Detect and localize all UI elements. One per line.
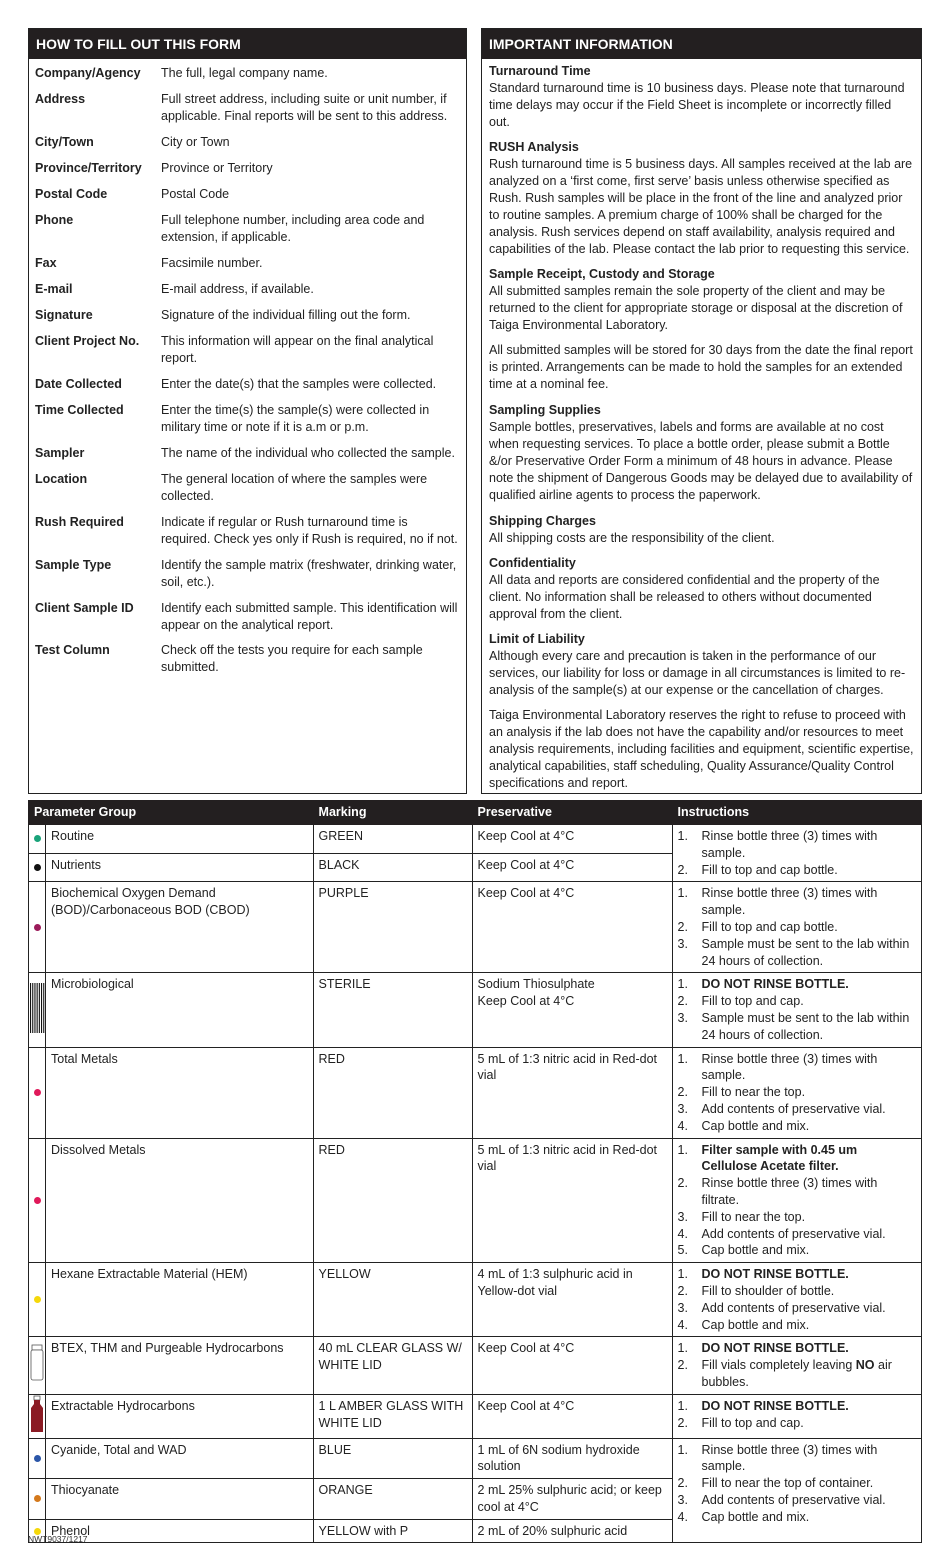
table-row — [29, 825, 922, 854]
instruction-step — [678, 1317, 916, 1334]
step-number: 4. — [677, 1317, 688, 1332]
info-section — [489, 266, 915, 334]
step-number: 5. — [677, 1243, 688, 1258]
step-number: 2. — [677, 1476, 688, 1491]
preservative-cell: 2 mL of 20% sulphuric acid — [472, 1519, 672, 1543]
table-header-row — [29, 801, 922, 825]
step-text-bold: Filter sample with 0.45 um Cellulose Acetate filter. — [701, 1142, 858, 1174]
preservative-cell: Keep Cool at 4°C — [472, 1394, 672, 1438]
step-text: Sample must be sent to the lab within 24 hours of collection. — [701, 936, 910, 968]
marker-cell — [29, 973, 46, 1047]
parameter-group-cell: Extractable Hydrocarbons — [46, 1394, 314, 1438]
instructions-cell — [672, 1138, 921, 1263]
instructions-cell — [672, 1394, 921, 1438]
instructions-cell — [672, 1438, 921, 1543]
field-description: City or Town — [161, 135, 230, 149]
step-text: Fill to top and cap. — [701, 994, 804, 1009]
important-info-panel — [481, 28, 922, 794]
field-description: Identify each submitted sample. This identification will appear on the analytical report. — [161, 601, 458, 632]
marker-cell — [29, 1438, 46, 1479]
color-dot-marker — [34, 1296, 41, 1303]
parameter-group-cell: Dissolved Metals — [46, 1138, 314, 1263]
step-text-bold: NO — [855, 1358, 875, 1373]
header-marking: Marking — [313, 801, 472, 825]
preservative-cell: Keep Cool at 4°C — [472, 853, 672, 882]
preservative-cell: Keep Cool at 4°C — [472, 882, 672, 973]
marking-cell: YELLOW with P — [313, 1519, 472, 1543]
header-parameter-group: Parameter Group — [29, 801, 314, 825]
field-description: Full telephone number, including area code and extension, if applicable. — [161, 213, 425, 244]
info-section — [489, 555, 915, 623]
field-label: Fax — [35, 256, 57, 270]
field-description: The name of the individual who collected the sample. — [161, 446, 455, 460]
marker-cell — [29, 1047, 46, 1138]
instruction-step — [678, 1340, 916, 1357]
instruction-step — [678, 828, 916, 862]
parameter-group-cell: Total Metals — [46, 1047, 314, 1138]
info-section — [489, 707, 915, 792]
step-number: 1. — [677, 1398, 688, 1413]
instruction-step — [678, 1415, 916, 1432]
field-description: Full street address, including suite or unit number, if applicable. Final reports will be sent to this address. — [161, 92, 448, 123]
table-row — [29, 1438, 922, 1479]
info-section-text: All shipping costs are the responsibility of the client. — [489, 531, 775, 545]
instruction-step — [678, 1266, 916, 1283]
field-description: Indicate if regular or Rush turnaround time is required. Check yes only if Rush is required, no if not. — [161, 515, 458, 546]
step-number: 1. — [677, 1341, 688, 1356]
marking-cell: ORANGE — [313, 1479, 472, 1520]
color-dot-marker — [34, 924, 41, 931]
step-number: 3. — [677, 1492, 688, 1507]
step-text: Fill to near the top. — [701, 1085, 806, 1100]
instruction-step — [678, 1142, 916, 1176]
step-text: Cap bottle and mix. — [701, 1317, 810, 1332]
field-description: Check off the tests you require for each sample submitted. — [161, 643, 423, 674]
preservative-cell: Keep Cool at 4°C — [472, 1337, 672, 1394]
marking-cell: PURPLE — [313, 882, 472, 973]
instructions-cell — [672, 825, 921, 882]
parameter-group-cell: Cyanide, Total and WAD — [46, 1438, 314, 1479]
preservative-cell: 5 mL of 1:3 nitric acid in Red-dot vial — [472, 1047, 672, 1138]
info-section-text: All data and reports are considered confidential and the property of the client. No information shall be released to others without documented approval from the client. — [489, 573, 880, 621]
instruction-step — [678, 1492, 916, 1509]
step-text: Rinse bottle three (3) times with filtrate. — [701, 1176, 878, 1207]
clear-vial-icon — [29, 1344, 45, 1382]
table-row — [29, 1394, 922, 1438]
parameter-table — [28, 800, 922, 1543]
field-description: The full, legal company name. — [161, 66, 328, 80]
step-number: 2. — [677, 1415, 688, 1430]
instructions-cell — [672, 1263, 921, 1337]
info-section-text: Standard turnaround time is 10 business days. Please note that turnaround time delays may occur if the Field Sheet is incomplete or incorrectly filled out. — [489, 81, 905, 129]
instruction-step — [678, 1283, 916, 1300]
marking-cell: 40 mL CLEAR GLASS W/ WHITE LID — [313, 1337, 472, 1394]
how-to-fill-header: HOW TO FILL OUT THIS FORM — [29, 29, 466, 59]
color-dot-marker — [34, 1089, 41, 1096]
marking-cell: RED — [313, 1138, 472, 1263]
step-text: Add contents of preservative vial. — [701, 1101, 886, 1116]
parameter-group-cell: Routine — [46, 825, 314, 854]
field-description: Enter the time(s) the sample(s) were collected in military time or note if it is a.m or p.m. — [161, 403, 430, 434]
step-text: air bubbles. — [701, 1358, 892, 1389]
step-text: Fill to top and cap bottle. — [701, 862, 838, 877]
instruction-step — [678, 1118, 916, 1135]
info-section — [489, 63, 915, 131]
header-instructions: Instructions — [672, 801, 921, 825]
sterile-stripes-icon — [29, 979, 45, 1037]
color-dot-marker — [34, 835, 41, 842]
color-dot-marker — [34, 1455, 41, 1462]
info-section-title: Shipping Charges — [489, 514, 596, 528]
info-section-title: Sampling Supplies — [489, 403, 601, 417]
step-text-bold: DO NOT RINSE BOTTLE. — [701, 1341, 849, 1356]
parameter-group-cell: Microbiological — [46, 973, 314, 1047]
marker-cell — [29, 882, 46, 973]
important-info-header: IMPORTANT INFORMATION — [482, 29, 921, 59]
field-label: Time Collected — [35, 403, 124, 417]
step-number: 4. — [677, 1226, 688, 1241]
info-section-title: Sample Receipt, Custody and Storage — [489, 267, 715, 281]
marker-cell — [29, 825, 46, 854]
marking-cell: BLUE — [313, 1438, 472, 1479]
step-text: Fill vials completely leaving — [701, 1358, 856, 1373]
parameter-group-cell: BTEX, THM and Purgeable Hydrocarbons — [46, 1337, 314, 1394]
field-description: Signature of the individual filling out the form. — [161, 308, 411, 322]
field-label: E-mail — [35, 282, 73, 296]
instructions-cell — [672, 973, 921, 1047]
instruction-step — [678, 976, 916, 993]
step-number: 3. — [677, 1300, 688, 1315]
field-description: This information will appear on the final analytical report. — [161, 334, 434, 365]
table-row — [29, 1047, 922, 1138]
parameter-group-cell: Phenol — [46, 1519, 314, 1543]
marker-cell — [29, 1337, 46, 1394]
instruction-step — [678, 1357, 916, 1391]
step-text: Fill to near the top. — [701, 1209, 806, 1224]
field-label: Rush Required — [35, 515, 124, 529]
field-label: Province/Territory — [35, 161, 142, 175]
step-text: Rinse bottle three (3) times with sample. — [701, 886, 878, 918]
step-number: 2. — [677, 1358, 688, 1373]
step-number: 4. — [677, 1118, 688, 1133]
form-code: NWT9037/1217 — [28, 1534, 88, 1544]
preservative-cell: 4 mL of 1:3 sulphuric acid in Yellow-dot vial — [472, 1263, 672, 1337]
field-label: Address — [35, 92, 86, 106]
step-number: 2. — [677, 1085, 688, 1100]
color-dot-marker — [34, 1197, 41, 1204]
step-text: Add contents of preservative vial. — [701, 1492, 886, 1507]
step-number: 3. — [677, 1101, 688, 1116]
field-label: Signature — [35, 308, 93, 322]
field-label: City/Town — [35, 135, 94, 149]
info-section — [489, 631, 915, 699]
instruction-step — [678, 1398, 916, 1415]
instruction-step — [678, 885, 916, 919]
parameter-group-cell: Hexane Extractable Material (HEM) — [46, 1263, 314, 1337]
amber-bottle-icon — [29, 1395, 45, 1433]
preservative-cell: Sodium Thiosulphate Keep Cool at 4°C — [472, 973, 672, 1047]
step-text: Cap bottle and mix. — [701, 1509, 810, 1524]
marking-cell: RED — [313, 1047, 472, 1138]
field-description: Postal Code — [161, 187, 230, 201]
parameter-group-cell: Thiocyanate — [46, 1479, 314, 1520]
step-number: 1. — [677, 1442, 688, 1457]
table-row — [29, 1263, 922, 1337]
marking-cell: YELLOW — [313, 1263, 472, 1337]
instructions-cell — [672, 1047, 921, 1138]
marker-cell — [29, 1263, 46, 1337]
step-text: Fill to shoulder of bottle. — [701, 1283, 835, 1298]
step-text-bold: DO NOT RINSE BOTTLE. — [701, 1267, 849, 1282]
info-section-text: Sample bottles, preservatives, labels and forms are available at no cost when requesting services. To place a bottle order, please submit a Bottle &/or Preservative Order Form a minimum of 48 hours in advance. Please note the shipment of Dangerous Goods may be delayed due to availability of qualified airline agents to process the paperwork. — [489, 420, 913, 502]
step-number: 3. — [677, 1010, 688, 1025]
instruction-step — [678, 862, 916, 879]
how-to-fill-panel — [28, 28, 467, 794]
info-section-text: Although every care and precaution is taken in the performance of our services, our liability for loss or damage in all circumstances is limited to re-analysis of the sample(s) at our expense or the cancellation of charges. — [489, 649, 906, 697]
table-row — [29, 1337, 922, 1394]
instruction-step — [678, 1242, 916, 1259]
field-label: Company/Agency — [35, 66, 141, 80]
field-label: Sample Type — [35, 558, 112, 572]
header-preservative: Preservative — [472, 801, 672, 825]
field-label: Location — [35, 472, 88, 486]
step-number: 1. — [677, 977, 688, 992]
preservative-cell: 1 mL of 6N sodium hydroxide solution — [472, 1438, 672, 1479]
step-text-bold: DO NOT RINSE BOTTLE. — [701, 1398, 849, 1413]
marking-cell: STERILE — [313, 973, 472, 1047]
info-section-title: RUSH Analysis — [489, 140, 579, 154]
info-section-title: Confidentiality — [489, 556, 576, 570]
instructions-cell — [672, 882, 921, 973]
preservative-cell: 5 mL of 1:3 nitric acid in Red-dot vial — [472, 1138, 672, 1263]
marker-cell — [29, 1138, 46, 1263]
instruction-step — [678, 919, 916, 936]
step-number: 3. — [677, 936, 688, 951]
step-number: 1. — [677, 1142, 688, 1157]
marker-cell — [29, 853, 46, 882]
color-dot-marker — [34, 864, 41, 871]
step-text: Fill to top and cap. — [701, 1415, 804, 1430]
step-number: 2. — [677, 919, 688, 934]
step-number: 4. — [677, 1509, 688, 1524]
field-label: Phone — [35, 213, 74, 227]
step-number: 2. — [677, 994, 688, 1009]
field-label: Test Column — [35, 643, 110, 657]
instruction-step — [678, 1209, 916, 1226]
marking-cell: BLACK — [313, 853, 472, 882]
instruction-step — [678, 1010, 916, 1044]
field-label: Sampler — [35, 446, 85, 460]
instruction-step — [678, 1226, 916, 1243]
parameter-group-cell: Nutrients — [46, 853, 314, 882]
info-section — [489, 513, 915, 547]
info-section-text: Taiga Environmental Laboratory reserves the right to refuse to proceed with an analysis if the lab does not have the capability and/or resources to meet analysis requirements, including facilities and equipment, scientific expertise, analytical capabilities, staff scheduling, Quality Assurance/Quality Control specifications and report. — [489, 708, 914, 790]
instruction-step — [678, 1084, 916, 1101]
table-row — [29, 882, 922, 973]
field-label: Date Collected — [35, 377, 122, 391]
step-number: 1. — [677, 886, 688, 901]
parameter-group-cell: Biochemical Oxygen Demand (BOD)/Carbonaceous BOD (CBOD) — [46, 882, 314, 973]
step-text: Rinse bottle three (3) times with sample. — [701, 829, 878, 860]
field-description: Facsimile number. — [161, 256, 263, 270]
instruction-step — [678, 993, 916, 1010]
info-section-text: Rush turnaround time is 5 business days. All samples received at the lab are analyzed on a ‘first come, first serve’ basis unless otherwise specified as Rush. Rush samples will be place in the front of the line and analyzed prior to routine samples. A premium charge of 100% shall be charged for the analysis. Rush services depend on staff availability, analysis required and capabilities of the lab. Please contact the lab prior to requesting this service. — [489, 157, 913, 256]
step-text: Fill to top and cap bottle. — [701, 919, 838, 934]
step-text: Cap bottle and mix. — [701, 1243, 810, 1258]
instruction-step — [678, 1101, 916, 1118]
step-number: 2. — [677, 1283, 688, 1298]
step-text-bold: DO NOT RINSE BOTTLE. — [701, 977, 849, 992]
marker-cell — [29, 1479, 46, 1520]
instruction-step — [678, 1300, 916, 1317]
step-number: 2. — [677, 1176, 688, 1191]
field-description: E-mail address, if available. — [161, 282, 314, 296]
step-text: Add contents of preservative vial. — [701, 1300, 886, 1315]
instruction-step — [678, 936, 916, 970]
instruction-step — [678, 1051, 916, 1085]
step-number: 1. — [677, 1267, 688, 1282]
color-dot-marker — [34, 1495, 41, 1502]
info-section — [489, 139, 915, 258]
instruction-step — [678, 1442, 916, 1476]
info-section — [489, 402, 915, 504]
info-section-text: All submitted samples remain the sole property of the client and may be returned to the client for appropriate storage or disposal at the discretion of Taiga Environmental Laboratory. — [489, 284, 903, 332]
instruction-step — [678, 1509, 916, 1526]
step-text: Cap bottle and mix. — [701, 1118, 810, 1133]
step-number: 3. — [677, 1209, 688, 1224]
table-row — [29, 973, 922, 1047]
marking-cell: GREEN — [313, 825, 472, 854]
instruction-step — [678, 1475, 916, 1492]
instructions-cell — [672, 1337, 921, 1394]
field-label: Client Project No. — [35, 334, 140, 348]
table-row — [29, 1138, 922, 1263]
info-section-title: Turnaround Time — [489, 64, 591, 78]
info-section-title: Limit of Liability — [489, 632, 585, 646]
field-description: Identify the sample matrix (freshwater, drinking water, soil, etc.). — [161, 558, 457, 589]
step-text: Add contents of preservative vial. — [701, 1226, 886, 1241]
info-section-text: All submitted samples will be stored for 30 days from the date the final report is printed. Arrangements can be made to hold the samples for an extended time at a nominal fee. — [489, 343, 913, 391]
step-number: 1. — [677, 1051, 688, 1066]
marking-cell: 1 L AMBER GLASS WITH WHITE LID — [313, 1394, 472, 1438]
step-text: Rinse bottle three (3) times with sample. — [701, 1442, 878, 1474]
field-label: Postal Code — [35, 187, 108, 201]
step-text: Fill to near the top of container. — [701, 1476, 874, 1491]
field-description: Enter the date(s) that the samples were collected. — [161, 377, 437, 391]
instruction-step — [678, 1175, 916, 1209]
step-text: Rinse bottle three (3) times with sample. — [701, 1051, 878, 1083]
preservative-cell: Keep Cool at 4°C — [472, 825, 672, 854]
marker-cell — [29, 1394, 46, 1438]
field-description: The general location of where the samples were collected. — [161, 472, 428, 503]
preservative-cell: 2 mL 25% sulphuric acid; or keep cool at 4°C — [472, 1479, 672, 1520]
field-label: Client Sample ID — [35, 601, 134, 615]
field-description: Province or Territory — [161, 161, 273, 175]
info-section — [489, 342, 915, 393]
step-number: 1. — [677, 829, 688, 843]
step-text: Sample must be sent to the lab within 24 hours of collection. — [701, 1010, 910, 1042]
step-number: 2. — [677, 862, 688, 877]
